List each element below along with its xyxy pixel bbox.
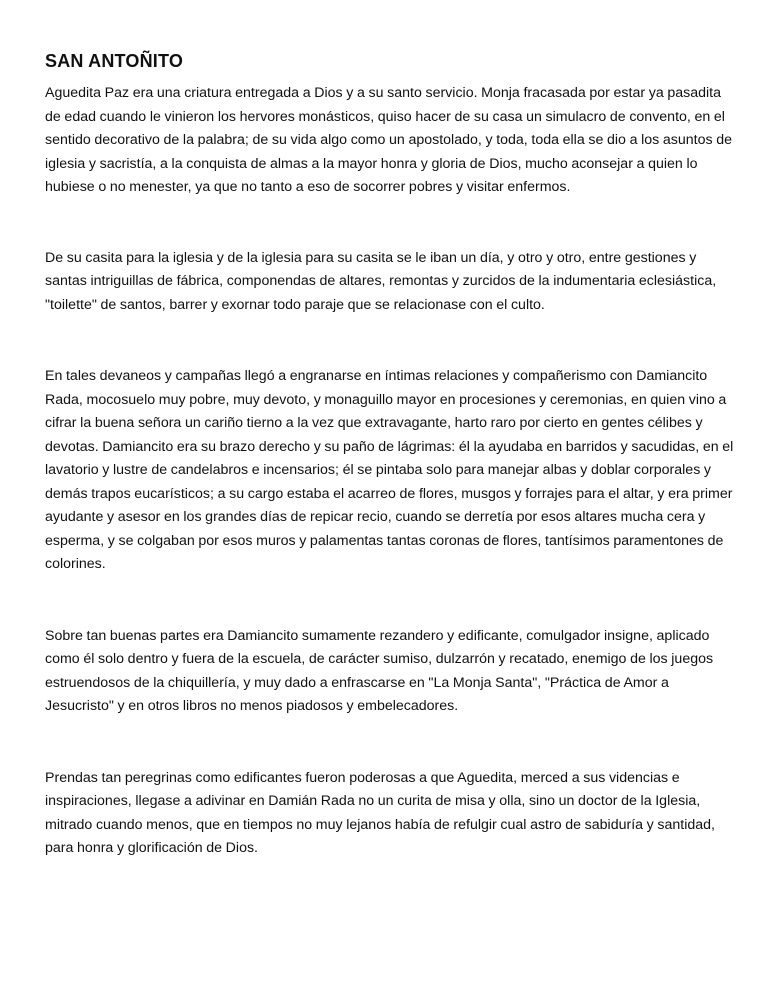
paragraph-3: En tales devaneos y campañas llegó a engranarse en íntimas relaciones y compañerismo con Damiancito Rada, mocosuelo muy pobre, muy devoto, y monaguillo mayor en procesiones y ceremonias, en quien vino a cifrar la buena señora un cariño tierno a la vez que extravagante, harto raro por cierto en gentes célibes y devotas. Damiancito era su brazo derecho y su paño de lágrimas: él la ayudaba en barridos y sacudidas, en el lavatorio y lustre de candelabros e incensarios; él se pintaba solo para manejar albas y doblar corporales y demás trapos eucarísticos; a su cargo estaba el acarreo de flores, musgos y forrajes para el altar, y era primer ayudante y asesor en los grandes días de repicar recio, cuando se derretía por esos altares mucha cera y esperma, y se colgaban por esos muros y palamentas tantas coronas de flores, tantísimos paramentones de colorines. [45, 368, 734, 572]
paragraph-5: Prendas tan peregrinas como edificantes fueron poderosas a que Aguedita, merced a sus videncias e inspiraciones, llegase a adivinar en Damián Rada no un curita de misa y olla, sino un doctor de la Iglesia, mitrado cuando menos, que en tiempos no muy lejanos había de refulgir cual astro de sabiduría y santidad, para honra y glorificación de Dios. [45, 769, 715, 856]
document-page [45, 50, 735, 861]
paragraph-4: Sobre tan buenas partes era Damiancito sumamente rezandero y edificante, comulgador insigne, aplicado como él solo dentro y fuera de la escuela, de carácter sumiso, dulzarrón y recatado, enemigo de los juegos estruendosos de la chiquillería, y muy dado a enfrascarse en "La Monja Santa", "Práctica de Amor a Jesucristo" y en otros libros no menos piadosos y embelecadores. [45, 627, 714, 714]
paragraph-2: De su casita para la iglesia y de la iglesia para su casita se le iban un día, y otro y otro, entre gestiones y santas intriguillas de fábrica, componendas de altares, remontas y zurcidos de la indumentaria eclesiástica, "toilette" de santos, barrer y exornar todo paraje que se relacionase con el culto. [45, 249, 717, 313]
paragraph-1: Aguedita Paz era una criatura entregada a Dios y a su santo servicio. Monja fracasada por estar ya pasadita de edad cuando le vinieron los hervores monásticos, quiso hacer de su casa un simulacro de convento, en el sentido decorativo de la palabra; de su vida algo como un apostolado, y toda, toda ella se dio a los asuntos de iglesia y sacristía, a la conquista de almas a la mayor honra y gloria de Dios, mucho aconsejar a quien lo hubiese o no menester, ya que no tanto a eso de socorrer pobres y visitar enfermos. [45, 85, 732, 195]
document-title: SAN ANTOÑITO [45, 51, 184, 71]
